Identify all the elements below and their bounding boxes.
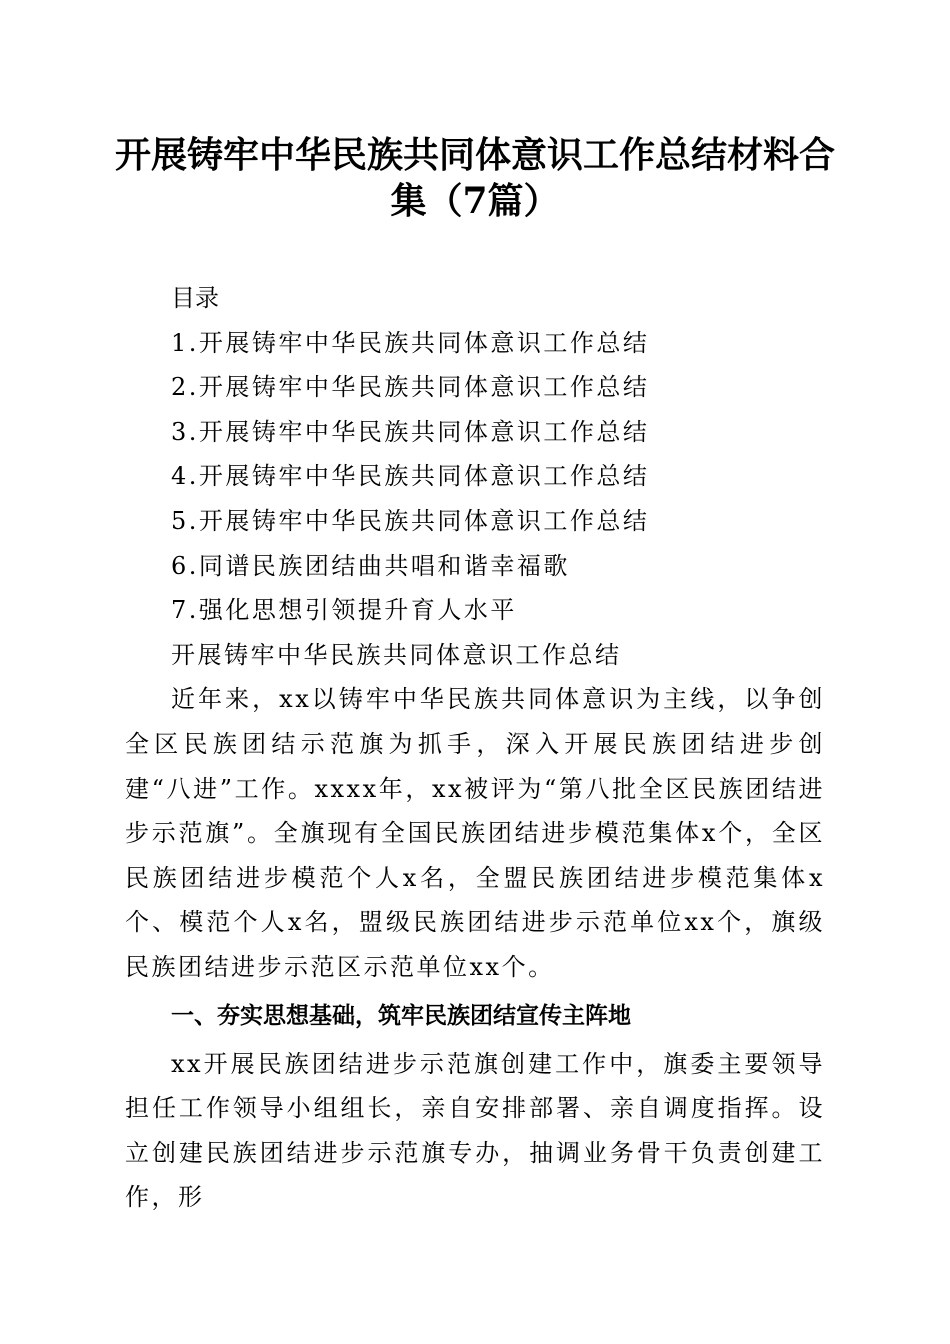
toc-item-1: 1.开展铸牢中华民族共同体意识工作总结 bbox=[171, 328, 650, 357]
toc-item-7: 7.强化思想引领提升育人水平 bbox=[171, 596, 517, 625]
toc-item-3: 3.开展铸牢中华民族共同体意识工作总结 bbox=[171, 417, 650, 446]
toc-heading: 目录 bbox=[171, 284, 219, 312]
toc-item-5: 5.开展铸牢中华民族共同体意识工作总结 bbox=[171, 506, 650, 535]
toc-item-4: 4.开展铸牢中华民族共同体意识工作总结 bbox=[171, 462, 650, 491]
toc-item-2: 2.开展铸牢中华民族共同体意识工作总结 bbox=[171, 373, 650, 402]
document-body bbox=[125, 276, 825, 1220]
paragraph-section-1: xx开展民族团结进步示范旗创建工作中，旗委主要领导担任工作领导小组组长，亲自安排部署、亲自调度指挥。设立创建民族团结进步示范旗专办，抽调业务骨干负责创建工作，形 bbox=[125, 1049, 825, 1212]
toc-item-6: 6.同谱民族团结曲共唱和谐幸福歌 bbox=[171, 551, 570, 580]
section-heading-1: 一、夯实思想基础，筑牢民族团结宣传主阵地 bbox=[171, 1002, 631, 1029]
document-title: 开展铸牢中华民族共同体意识工作总结材料合集（7篇） bbox=[114, 134, 835, 222]
paragraph-intro: 近年来，xx以铸牢中华民族共同体意识为主线，以争创全区民族团结示范旗为抓手，深入开展民族团结进步创建“八进”工作。xxxx年，xx被评为“第八批全区民族团结进步示范旗”。全旗现有全国民族团结进步模范集体x个，全区民族团结进步模范个人x名，全盟民族团结进步模范集体x个、模范个人x名，盟级民族团结进步示范单位xx个，旗级民族团结进步示范区示范单位xx个。 bbox=[125, 685, 825, 981]
section-title: 开展铸牢中华民族共同体意识工作总结 bbox=[171, 640, 622, 669]
